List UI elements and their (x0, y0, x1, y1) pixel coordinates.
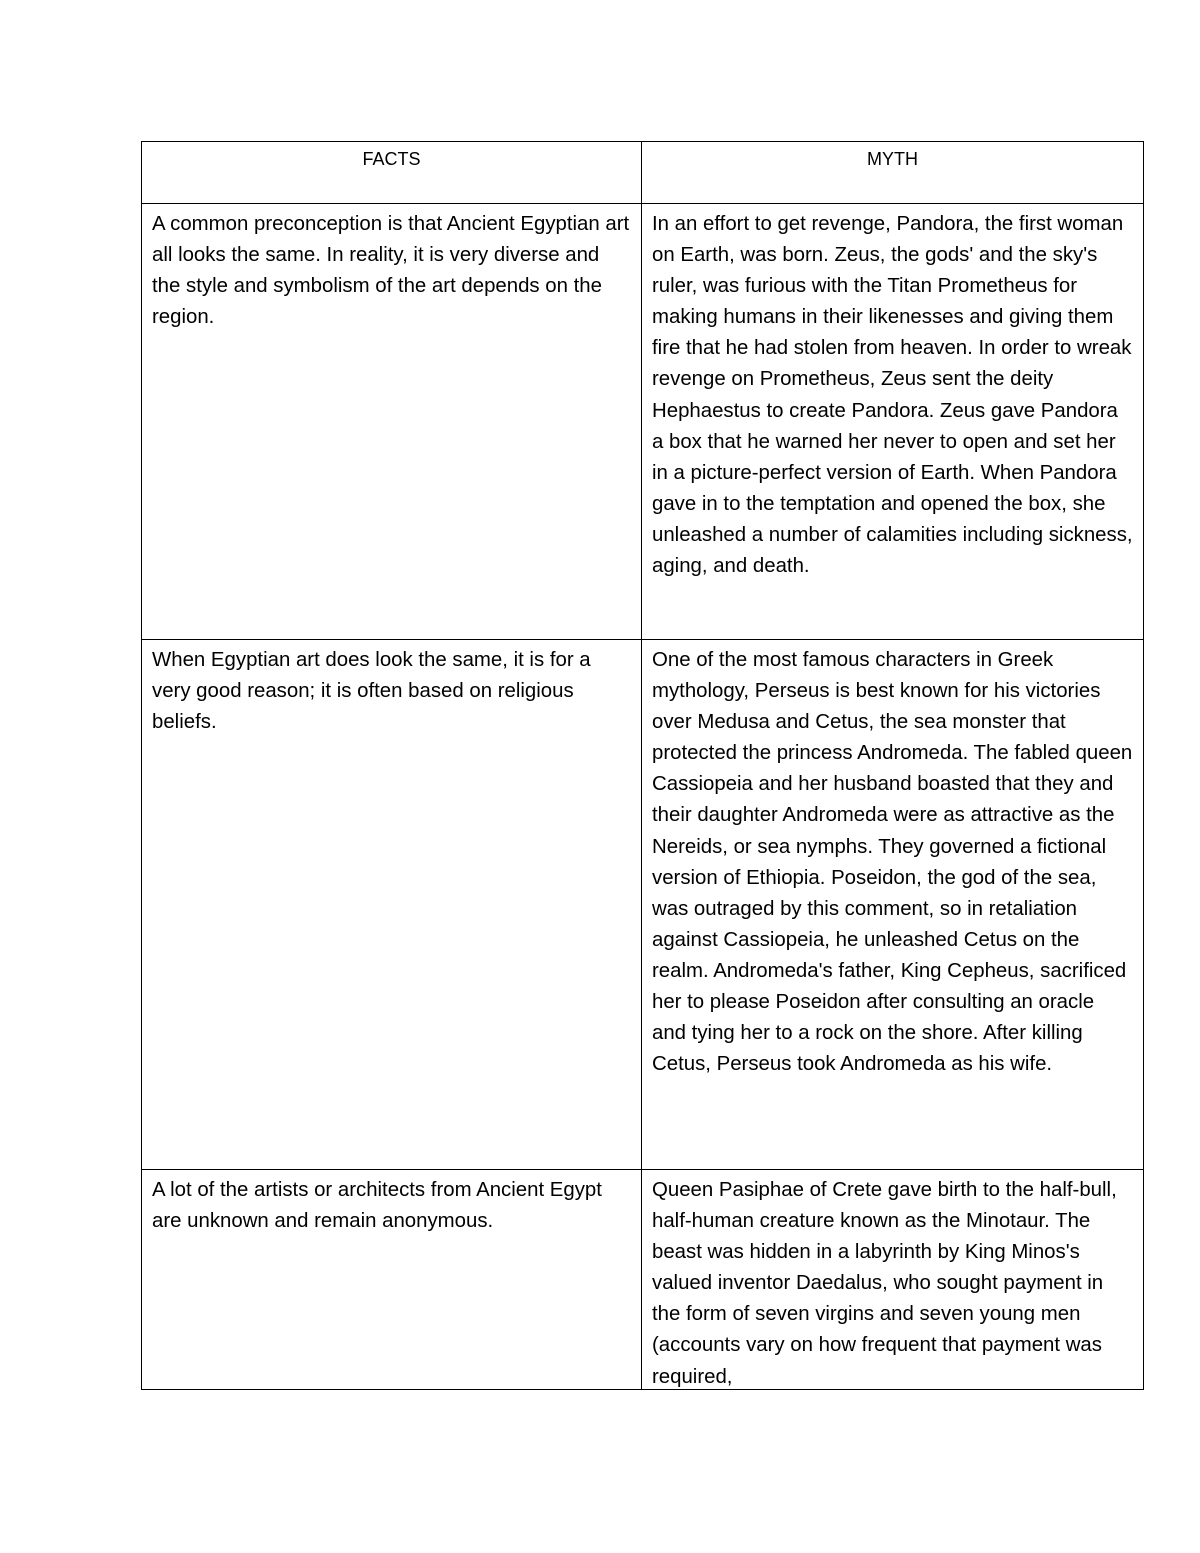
myth-cell (642, 204, 1144, 640)
table-row (142, 640, 1144, 1170)
fact-text: A lot of the artists or architects from Ancient Egypt are unknown and remain anonymous. (152, 1179, 602, 1233)
table-row (142, 204, 1144, 640)
fact-cell (142, 1170, 642, 1390)
table-row (142, 1170, 1144, 1390)
myth-cell (642, 1170, 1144, 1390)
myth-cell (642, 640, 1144, 1170)
table-header-row (142, 142, 1144, 204)
myth-header: MYTH (642, 142, 1144, 204)
fact-text: When Egyptian art does look the same, it is for a very good reason; it is often based on religious beliefs. (152, 649, 591, 734)
myth-text: Queen Pasiphae of Crete gave birth to the half-bull, half-human creature known as the Minotaur. The beast was hidden in a labyrinth by King Minos's valued inventor Daedalus, who sought payment in the form of seven virgins and seven young men (accounts vary on how frequent that payment was required, (652, 1179, 1117, 1388)
myth-text: In an effort to get revenge, Pandora, the first woman on Earth, was born. Zeus, the gods' and the sky's ruler, was furious with the Titan Prometheus for making humans in their likenesses and giving them fire that he had stolen from heaven. In order to wreak revenge on Prometheus, Zeus sent the deity Hephaestus to create Pandora. Zeus gave Pandora a box that he warned her never to open and set her in a picture-perfect version of Earth. When Pandora gave in to the temptation and opened the box, she unleashed a number of calamities including sickness, aging, and death. (652, 213, 1133, 578)
fact-cell (142, 204, 642, 640)
fact-cell (142, 640, 642, 1170)
facts-myth-table (141, 141, 1144, 1390)
fact-text: A common preconception is that Ancient Egyptian art all looks the same. In reality, it is very diverse and the style and symbolism of the art depends on the region. (152, 213, 630, 329)
myth-text: One of the most famous characters in Greek mythology, Perseus is best known for his victories over Medusa and Cetus, the sea monster that protected the princess Andromeda. The fabled queen Cassiopeia and her husband boasted that they and their daughter Andromeda were as attractive as the Nereids, or sea nymphs. They governed a fictional version of Ethiopia. Poseidon, the god of the sea, was outraged by this comment, so in retaliation against Cassiopeia, he unleashed Cetus on the realm. Andromeda's father, King Cepheus, sacrificed her to please Poseidon after consulting an oracle and tying her to a rock on the shore. After killing Cetus, Perseus took Andromeda as his wife. (652, 649, 1133, 1076)
facts-header: FACTS (142, 142, 642, 204)
